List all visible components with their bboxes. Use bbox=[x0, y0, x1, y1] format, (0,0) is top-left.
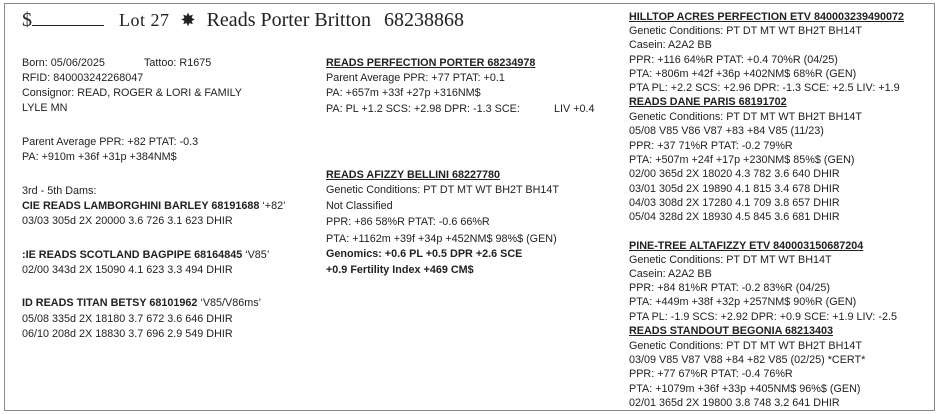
dam5-record-1: 05/08 335d 2X 18180 3.7 672 3.6 646 DHIR bbox=[22, 313, 233, 325]
lot-number: Lot 27 bbox=[119, 10, 170, 30]
parent-average: Parent Average PPR: +82 PTAT: -0.3 bbox=[22, 136, 199, 148]
dam-sire-pta-traits: PTA PL: -1.9 SCS: +2.92 DPR: +0.9 SCE: +1.9 LIV: -2.5 bbox=[629, 311, 897, 323]
dam5-heading bbox=[22, 297, 261, 309]
sire-dam-ppr: PPR: +37 71%R PTAT: -0.2 79%R bbox=[629, 140, 793, 152]
dam-dam-ppr: PPR: +77 67%R PTAT: -0.4 76%R bbox=[629, 368, 793, 380]
dam-dam-genetic-conditions: Genetic Conditions: PT DT MT WT BH2T BH14T bbox=[629, 340, 863, 352]
animal-name: Reads Porter Britton bbox=[206, 9, 372, 31]
dam5-score: ‘V85/V86ms’ bbox=[200, 297, 262, 309]
dam-dam-name: READS STANDOUT BEGONIA 68213403 bbox=[629, 325, 833, 337]
location: LYLE MN bbox=[22, 102, 68, 114]
sire-pa-traits bbox=[326, 103, 606, 115]
sire-sire-pta-traits: PTA PL: +2.2 SCS: +2.96 DPR: -1.3 SCE: +2.5 LIV: +1.9 bbox=[629, 82, 900, 94]
sire-dam-pta: PTA: +507m +24f +17p +230NM$ 85%$ (GEN) bbox=[629, 154, 855, 166]
lot-header bbox=[22, 8, 464, 32]
dam4-record: 02/00 343d 2X 15090 4.1 623 3.3 494 DHIR bbox=[22, 264, 233, 276]
sire-sire-casein: Casein: A2A2 BB bbox=[629, 39, 712, 51]
born-date: Born: 05/06/2025 bbox=[22, 57, 105, 69]
dam-dam-pta: PTA: +1079m +36f +33p +405NM$ 96%$ (GEN) bbox=[629, 383, 861, 395]
sire-sire-genetic-conditions: Genetic Conditions: PT DT MT WT BH2T BH14T bbox=[629, 25, 863, 37]
dam-pta: PTA: +1162m +39f +34p +452NM$ 98%$ (GEN) bbox=[326, 233, 557, 245]
dam4-name: :IE READS SCOTLAND BAGPIPE 68164845 bbox=[22, 249, 243, 261]
sire-sire-name: HILLTOP ACRES PERFECTION ETV 840003239490072 bbox=[629, 11, 905, 23]
dams-title: 3rd - 5th Dams: bbox=[22, 185, 97, 197]
dam4-score: ‘V85’ bbox=[245, 249, 270, 261]
pa-line: PA: +910m +36f +31p +384NM$ bbox=[22, 151, 177, 163]
sire-pa-traits-text: PA: PL +1.2 SCS: +2.98 DPR: -1.3 SCE: bbox=[326, 103, 520, 115]
sire-sire-ppr: PPR: +116 64%R PTAT: +0.4 70%R (04/25) bbox=[629, 54, 838, 66]
sire-dam-record-3: 04/03 308d 2X 17280 4.1 709 3.8 657 DHIR bbox=[629, 197, 840, 209]
star-icon: ✸ bbox=[180, 10, 196, 30]
dam-fertility: +0.9 Fertility Index +469 CM$ bbox=[326, 264, 474, 276]
dam3-heading bbox=[22, 200, 286, 212]
dam3-record: 03/03 305d 2X 20000 3.6 726 3.1 623 DHIR bbox=[22, 215, 233, 227]
animal-reg: 68238868 bbox=[384, 9, 465, 31]
sire-sire-pta: PTA: +806m +42f +36p +402NM$ 68%R (GEN) bbox=[629, 68, 857, 80]
sire-liv: LIV +0.4 bbox=[554, 103, 595, 115]
dam4-heading bbox=[22, 249, 269, 261]
dam-genomics: Genomics: +0.6 PL +0.5 DPR +2.6 SCE bbox=[326, 248, 523, 260]
sire-dam-record-2: 03/01 305d 2X 19890 4.1 815 3.4 678 DHIR bbox=[629, 183, 840, 195]
price-blank bbox=[32, 11, 104, 26]
dam-dam-record: 02/01 365d 2X 19800 3.8 748 3.2 641 DHIR bbox=[629, 397, 840, 409]
dam3-name: CIE READS LAMBORGHINI BARLEY 68191688 bbox=[22, 200, 260, 212]
sire-parent-average: Parent Average PPR: +77 PTAT: +0.1 bbox=[326, 72, 505, 84]
dam-sire-ppr: PPR: +84 81%R PTAT: -0.2 83%R (04/25) bbox=[629, 282, 830, 294]
born-row bbox=[22, 57, 322, 69]
price-symbol: $ bbox=[22, 9, 32, 31]
dam-sire-pta: PTA: +449m +38f +32p +257NM$ 90%R (GEN) bbox=[629, 296, 857, 308]
dam-sire-casein: Casein: A2A2 BB bbox=[629, 268, 712, 280]
sire-dam-record-4: 05/04 328d 2X 18930 4.5 845 3.6 681 DHIR bbox=[629, 211, 840, 223]
sire-dam-classification: 05/08 V85 V86 V87 +83 +84 V85 (11/23) bbox=[629, 125, 824, 137]
dam5-name: ID READS TITAN BETSY 68101962 bbox=[22, 297, 198, 309]
dam-ppr: PPR: +86 58%R PTAT: -0.6 66%R bbox=[326, 216, 490, 228]
dam-dam-classification: 03/09 V85 V87 V88 +84 +82 V85 (02/25) *CERT* bbox=[629, 354, 866, 366]
dam-sire-name: PINE-TREE ALTAFIZZY ETV 840003150687204 bbox=[629, 240, 864, 252]
dam5-record-2: 06/10 208d 2X 18830 3.7 696 2.9 549 DHIR bbox=[22, 328, 233, 340]
dam-sire-genetic-conditions: Genetic Conditions: PT DT MT WT BH14T bbox=[629, 254, 832, 266]
dam-name: READS AFIZZY BELLINI 68227780 bbox=[326, 169, 501, 181]
sire-dam-name: READS DANE PARIS 68191702 bbox=[629, 96, 787, 108]
sire-pa: PA: +657m +33f +27p +316NM$ bbox=[326, 87, 481, 99]
tattoo: Tattoo: R1675 bbox=[144, 57, 212, 69]
consignor: Consignor: READ, ROGER & LORI & FAMILY bbox=[22, 87, 243, 99]
sire-dam-genetic-conditions: Genetic Conditions: PT DT MT WT BH2T BH14T bbox=[629, 111, 863, 123]
sire-dam-record-1: 02/00 365d 2X 18020 4.3 782 3.6 640 DHIR bbox=[629, 168, 840, 180]
dam-classification: Not Classified bbox=[326, 200, 393, 212]
dam3-score: ‘+82’ bbox=[262, 200, 286, 212]
rfid: RFID: 840003242268047 bbox=[22, 72, 144, 84]
dam-genetic-conditions: Genetic Conditions: PT DT MT WT BH2T BH14T bbox=[326, 184, 560, 196]
sire-name: READS PERFECTION PORTER 68234978 bbox=[326, 57, 536, 69]
